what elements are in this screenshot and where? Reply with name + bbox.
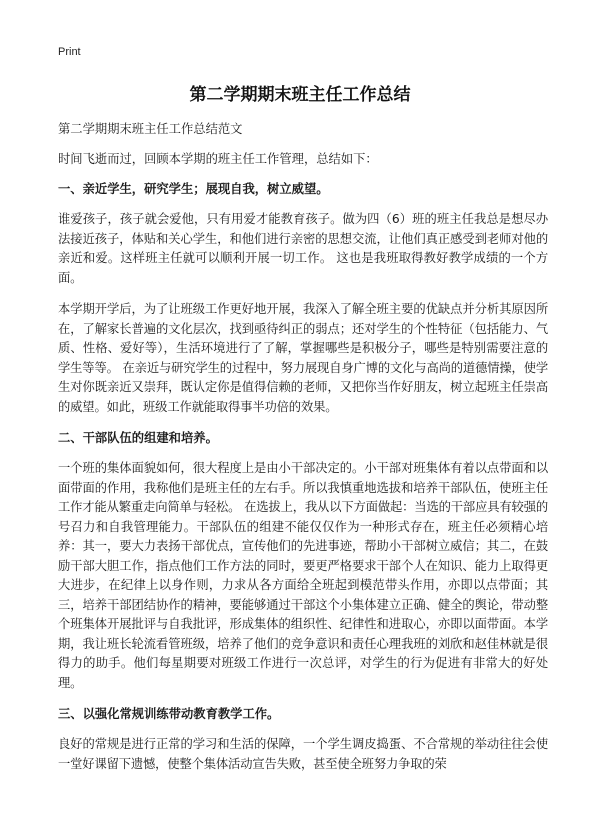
section-heading-2: 二、干部队伍的组建和培养。 <box>58 430 218 445</box>
section-heading-1: 一、亲近学生，研究学生；展现自我，树立威望。 <box>58 181 329 196</box>
section-3-paragraph-1: 良好的常规是进行正常的学习和生活的保障，一个学生调皮捣蛋、不合常规的举动往往会使一堂好课留下遗憾，使整个集体活动宣告失败，甚至使全班努力争取的荣 <box>58 737 548 771</box>
section-heading-3: 三、以强化常规训练带动教育教学工作。 <box>58 706 280 721</box>
section-2-paragraph-1: 一个班的集体面貌如何，很大程度上是由小干部决定的。小干部对班集体有着以点带面和以面带面的作用，我称他们是班主任的左右手。所以我慎重地选拔和培养干部队伍，使班主任工作才能从繁重走向简单与轻松。 在选拔上，我从以下方面做起：当选的干部应具有较强的号召力和自我管理能力。干部队伍的组建不能仅仅作为一种形式存在，班主任必须精心培养：其一，要大力表扬干部优点，宣传他们的先进事迹，帮助小干部树立威信；其二，在鼓励干部大胆工作，指点他们工作方法的同时，要更严格要求干部个人在知识、能力上取得更大进步，在纪律上以身作则，力求从各方面给全班起到模范带头作用，亦即以点带面；其三，培养干部团结协作的精神，要能够通过干部这个小集体建立正确、健全的舆论，带动整个班集体开展批评与自我批评，形成集体的组织性、纪律性和进取心，亦即以面带面。本学期，我让班长轮流看管班级，培养了他们的竞争意识和责任心理我班的刘欣和赵佳林就是很得力的助手。他们每星期要对班级工作进行一次总评，对学生的行为促进有非常大的好处理。 <box>58 461 548 690</box>
print-link[interactable]: Print <box>58 46 81 58</box>
intro-paragraph: 时间飞逝而过，回顾本学期的班主任工作管理，总结如下： <box>58 152 378 166</box>
document-subtitle: 第二学期期末班主任工作总结范文 <box>58 122 243 136</box>
document-title: 第二学期期末班主任工作总结 <box>189 85 411 105</box>
document-body <box>58 120 548 786</box>
section-1-paragraph-2: 本学期开学后，为了让班级工作更好地开展，我深入了解全班主要的优缺点并分析其原因所在，了解家长普遍的文化层次，找到亟待纠正的弱点；还对学生的个性特征（包括能力、气质、性格、爱好等），生活环境进行了了解，掌握哪些是积极分子，哪些是特别需要注意的学生等等。 在亲近与研究学生的过程中，努力展现自身广博的文化与高尚的道德情操，使学生对你既亲近又崇拜，既认定你是值得信赖的老师，又把你当作好朋友，树立起班主任崇高的威望。如此，班级工作就能取得事半功倍的效果。 <box>58 302 548 414</box>
section-1-paragraph-1: 谁爱孩子，孩子就会爱他，只有用爱才能教育孩子。做为四（6）班的班主任我总是想尽办法接近孩子，体贴和关心学生，和他们进行亲密的思想交流，让他们真正感受到老师对他的亲近和爱。这样班主任就可以顺利开展一切工作。 这也是我班取得教好教学成绩的一个方面。 <box>58 212 548 285</box>
